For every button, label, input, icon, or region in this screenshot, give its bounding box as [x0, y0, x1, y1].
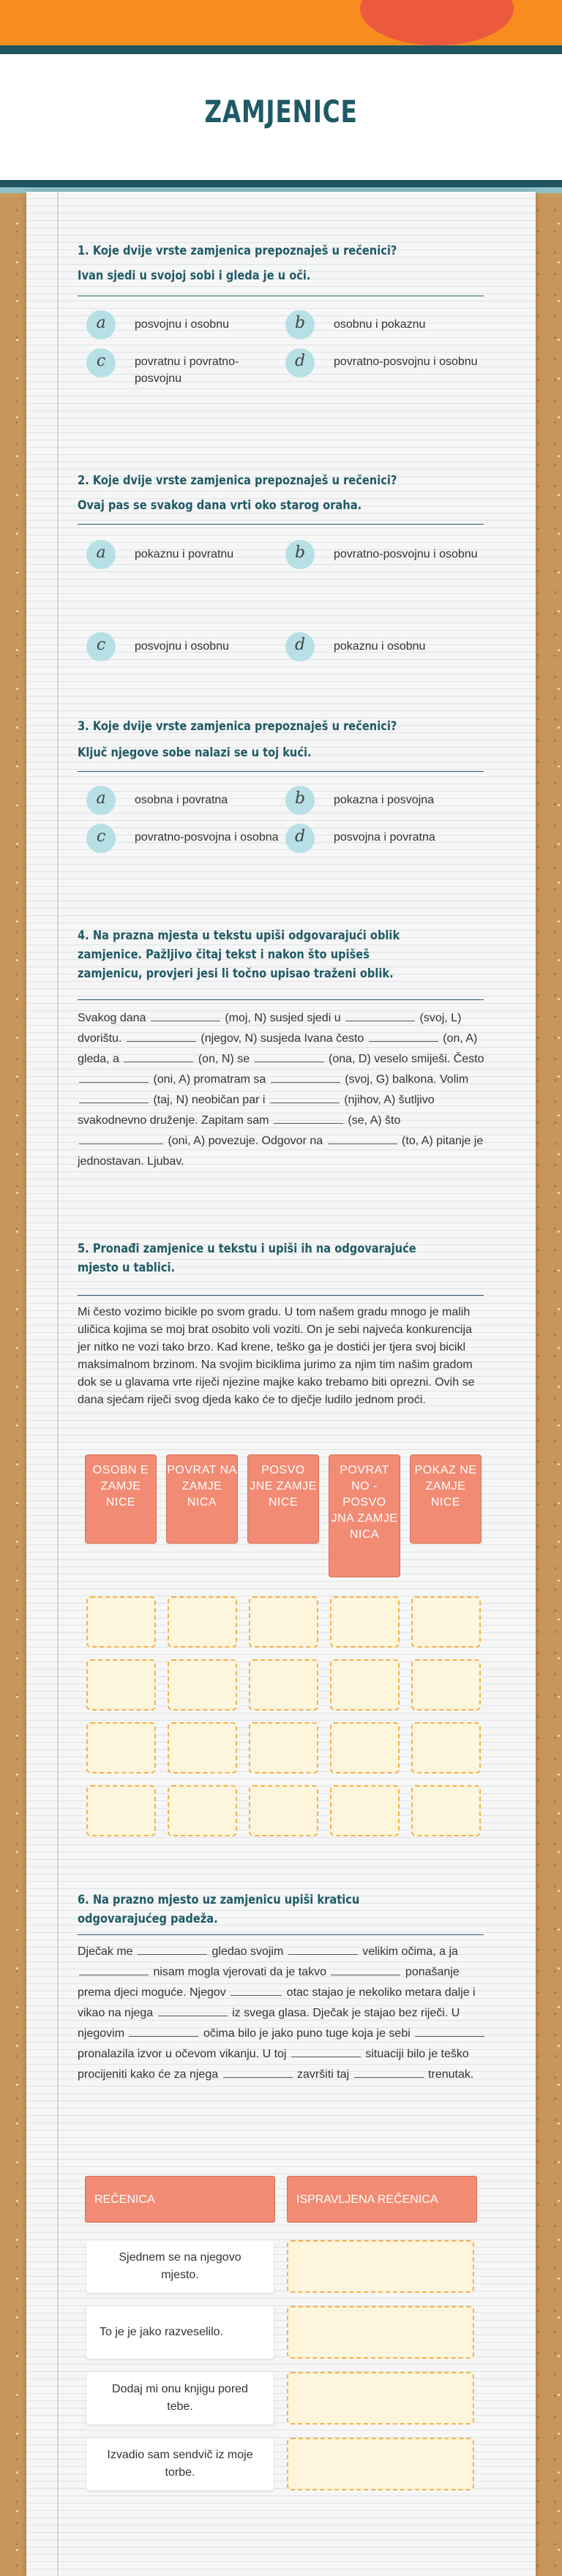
- q2-option-b-badge[interactable]: b: [285, 540, 315, 569]
- q6-part: iz svega glasa. Dječak je stajao bez riječi. U njegovim: [78, 2007, 460, 2040]
- q5-drop-zone[interactable]: [249, 1785, 318, 1836]
- q4-part: (njihov, A) šutljivo svakodnevno druženje. Zapitam sam: [78, 1094, 435, 1127]
- q1-option-d-text[interactable]: povratno-posvojnu i osobnu: [334, 356, 478, 368]
- q2-divider: [78, 524, 484, 525]
- q5-column-header: POSVO JNE ZAMJE NICE: [247, 1454, 319, 1544]
- q5-drop-zone[interactable]: [411, 1596, 481, 1648]
- q1-option-b-text[interactable]: osobnu i pokaznu: [334, 318, 426, 331]
- page-title: ZAMJENICE: [204, 94, 358, 129]
- q5-column-header: POVRAT NO - POSVO JNA ZAMJE NICA: [329, 1454, 400, 1577]
- q2-option-d-badge[interactable]: d: [285, 632, 315, 661]
- q4-part: Svakog dana: [78, 1012, 146, 1024]
- q4-blank[interactable]: [151, 1008, 220, 1021]
- q3-option-b-text[interactable]: pokazna i posvojna: [334, 794, 434, 806]
- q1-option-c-badge[interactable]: c: [86, 348, 116, 378]
- q1-title: 1. Koje dvije vrste zamjenica prepoznaješ u rečenici?: [78, 244, 397, 258]
- q5-text: Mi često vozimo bicikle po svom gradu. U tom našem gradu mnogo je malih uličica kojima se moj brat osobito voli voziti. On je sebi najveća konkurencija jer nitko ne vozi tako brzo. Kad krene, teško ga je dostići jer tjera svoj bicikl maksimalnom brzinom. Na svojim biciklima jurimo za njim tim našim gradom dok se u glavama vrte riječi njezine majke kako trebamo biti oprezni. Ovih se dana sjećam riječi svog djeda kako će to dječje ludilo jednom proći.: [78, 1306, 475, 1406]
- q4-part: (ona, D) veselo smiješi. Često: [329, 1053, 484, 1065]
- q6-text: [78, 1942, 487, 2085]
- q5-drop-zone[interactable]: [411, 1722, 481, 1773]
- q2-option-a-text[interactable]: pokaznu i povratnu: [135, 548, 234, 560]
- q4-blank[interactable]: [124, 1049, 193, 1062]
- q4-part: (oni, A) promatram sa: [153, 1073, 266, 1086]
- q6-part: završiti taj: [297, 2068, 350, 2081]
- q7-column-sentence: REČENICA: [85, 2176, 275, 2223]
- q4-text: [78, 1008, 487, 1172]
- q7-sentence-card[interactable]: Izvadio sam sendvič iz moje torbe.: [86, 2438, 274, 2490]
- q7-answer-box[interactable]: [287, 2438, 474, 2490]
- title-stripe: [0, 180, 562, 187]
- q4-blank[interactable]: [328, 1131, 397, 1144]
- q2-sentence: Ovaj pas se svakog dana vrti oko starog oraha.: [78, 498, 362, 513]
- q6-part: otac stajao je nekoliko metara dalje i vikao na njega: [78, 1986, 476, 2019]
- q7-answer-box[interactable]: [287, 2372, 474, 2425]
- q5-drop-zone[interactable]: [411, 1659, 481, 1711]
- q6-blank[interactable]: [223, 2065, 293, 2078]
- q2-title: 2. Koje dvije vrste zamjenica prepoznaješ u rečenici?: [78, 473, 397, 488]
- q5-drop-zone[interactable]: [249, 1659, 318, 1711]
- q4-part: (oni, A) povezuje. Odgovor na: [168, 1135, 323, 1147]
- q4-blank[interactable]: [255, 1049, 324, 1062]
- header-banner: [0, 0, 562, 45]
- q6-part: pronalazila izvor u očevom vikanju. U toj: [78, 2048, 287, 2060]
- q5-drop-zone[interactable]: [330, 1596, 400, 1648]
- q4-divider: [78, 999, 484, 1000]
- q1-option-b-badge[interactable]: b: [285, 310, 315, 339]
- q4-blank[interactable]: [369, 1029, 438, 1042]
- q4-blank[interactable]: [127, 1029, 196, 1042]
- q4-part: (on, N) se: [198, 1053, 250, 1065]
- q4-part: (njegov, N) susjeda Ivana često: [201, 1032, 364, 1045]
- q6-blank[interactable]: [331, 1962, 400, 1975]
- q5-drop-zone[interactable]: [168, 1596, 237, 1648]
- q7-sentence-card[interactable]: Sjednem se na njegovo mjesto.: [86, 2240, 274, 2293]
- q6-blank[interactable]: [129, 2024, 198, 2037]
- q5-column-header: POVRAT NA ZAMJE NICA: [166, 1454, 238, 1544]
- q6-blank[interactable]: [231, 1983, 282, 1996]
- q4-part: (moj, N) susjed sjedi u: [225, 1012, 341, 1024]
- q5-drop-zone[interactable]: [86, 1659, 156, 1711]
- q2-option-b-text[interactable]: povratno-posvojnu i osobnu: [334, 548, 478, 560]
- q5-column-header: POKAZ NE ZAMJE NICE: [410, 1454, 482, 1544]
- q6-part: gledao svojim: [211, 1945, 284, 1958]
- q5-drop-zone[interactable]: [168, 1659, 237, 1711]
- q3-option-d-text[interactable]: posvojna i povratna: [334, 831, 435, 844]
- q4-blank[interactable]: [270, 1090, 340, 1103]
- q4-blank[interactable]: [79, 1090, 149, 1103]
- q4-title: 4. Na prazna mjesta u tekstu upiši odgovarajući oblik zamjenice. Pažljivo čitaj tekst i nakon što upišeš zamjenicu, provjeri jesi li točno upisao traženi oblik.: [78, 928, 400, 981]
- q5-drop-zone[interactable]: [411, 1785, 481, 1836]
- q7-answer-box[interactable]: [287, 2306, 474, 2359]
- q4-part: (on, A) gleda, a: [78, 1032, 478, 1065]
- q6-blank[interactable]: [354, 2065, 424, 2078]
- q2-option-c-text[interactable]: posvojnu i osobnu: [135, 640, 229, 653]
- q6-blank[interactable]: [288, 1942, 358, 1955]
- q5-column-header: OSOBN E ZAMJE NICE: [85, 1454, 157, 1544]
- q3-option-c-badge[interactable]: c: [86, 824, 116, 853]
- q7-sentence-card[interactable]: To je je jako razveselilo.: [86, 2306, 274, 2359]
- q1-sentence: Ivan sjedi u svojoj sobi i gleda je u oči.: [78, 269, 311, 283]
- q6-part: Dječak me: [78, 1945, 133, 1958]
- q6-blank[interactable]: [291, 2044, 361, 2057]
- q4-blank[interactable]: [345, 1008, 415, 1021]
- q3-title: 3. Koje dvije vrste zamjenica prepoznaješ u rečenici?: [78, 719, 397, 734]
- q7-answer-box[interactable]: [287, 2240, 474, 2293]
- q4-blank[interactable]: [271, 1070, 340, 1083]
- q2-option-d-text[interactable]: pokaznu i osobnu: [334, 640, 426, 653]
- q4-part: (to, A) pitanje je jednostavan. Ljubav.: [78, 1135, 484, 1168]
- q4-blank[interactable]: [79, 1131, 163, 1144]
- q6-blank[interactable]: [138, 1942, 207, 1955]
- q1-option-d-badge[interactable]: d: [285, 348, 315, 378]
- q6-title: 6. Na prazno mjesto uz zamjenicu upiši kraticu odgovarajućeg padeža.: [78, 1893, 360, 1926]
- q5-drop-zone[interactable]: [330, 1722, 400, 1773]
- q6-divider: [78, 1934, 484, 1935]
- q1-option-a-text[interactable]: posvojnu i osobnu: [135, 318, 229, 331]
- q3-option-d-badge[interactable]: d: [285, 824, 315, 853]
- q6-part: nisam mogla vjerovati da je takvo: [153, 1966, 327, 1978]
- q5-drop-zone[interactable]: [168, 1722, 237, 1773]
- q7-column-corrected: ISPRAVLJENA REČENICA: [287, 2176, 477, 2223]
- q3-option-a-text[interactable]: osobna i povratna: [135, 794, 228, 806]
- q5-drop-zone[interactable]: [86, 1596, 156, 1648]
- q5-drop-zone[interactable]: [330, 1785, 400, 1836]
- q6-part: trenutak.: [428, 2068, 474, 2081]
- q6-blank[interactable]: [158, 2003, 228, 2016]
- q6-part: ponašanje prema djeci moguće. Njegov: [78, 1966, 460, 1999]
- q3-option-b-badge[interactable]: b: [285, 786, 315, 815]
- q6-part: velikim očima, a ja: [362, 1945, 458, 1958]
- q3-sentence: Ključ njegove sobe nalazi se u toj kući.: [78, 746, 312, 760]
- q1-option-a-badge[interactable]: a: [86, 310, 116, 339]
- q5-divider: [78, 1295, 484, 1296]
- q3-option-a-badge[interactable]: a: [86, 786, 116, 815]
- q4-blank[interactable]: [274, 1111, 343, 1124]
- q4-part: (svoj, G) balkona. Volim: [345, 1073, 469, 1086]
- q7-sentence-card[interactable]: Dodaj mi onu knjigu pored tebe.: [86, 2372, 274, 2425]
- q5-drop-zone[interactable]: [86, 1785, 156, 1836]
- q5-drop-zone[interactable]: [86, 1722, 156, 1773]
- q5-drop-zone[interactable]: [168, 1785, 237, 1836]
- q5-title: 5. Pronađi zamjenice u tekstu i upiši ih na odgovarajuće mjesto u tablici.: [78, 1242, 416, 1275]
- q4-part: (svoj, L) dvorištu.: [78, 1012, 462, 1045]
- q2-option-a-badge[interactable]: a: [86, 540, 116, 569]
- q6-part: očima bilo je jako puno tuge koja je sebi: [203, 2027, 411, 2040]
- q1-option-c-text[interactable]: povratnu i povratno-posvojnu: [135, 356, 239, 385]
- q2-option-c-badge[interactable]: c: [86, 632, 116, 661]
- q4-part: (se, A) što: [348, 1114, 401, 1127]
- q3-divider: [78, 771, 484, 772]
- q4-part: (taj, N) neobičan par i: [153, 1094, 266, 1106]
- q6-part: situaciji bilo je teško procijeniti kako će za njega: [78, 2048, 469, 2081]
- q5-drop-zone[interactable]: [330, 1659, 400, 1711]
- sun-decoration: [360, 0, 514, 45]
- q6-blank[interactable]: [415, 2024, 484, 2037]
- q5-drop-zone[interactable]: [249, 1596, 318, 1648]
- paper-margin-line: [57, 192, 59, 2576]
- q5-drop-zone[interactable]: [249, 1722, 318, 1773]
- q3-option-c-text[interactable]: povratno-posvojna i osobna: [135, 831, 279, 844]
- header-stripe: [0, 45, 562, 54]
- q4-blank[interactable]: [79, 1070, 149, 1083]
- q6-blank[interactable]: [79, 1962, 149, 1975]
